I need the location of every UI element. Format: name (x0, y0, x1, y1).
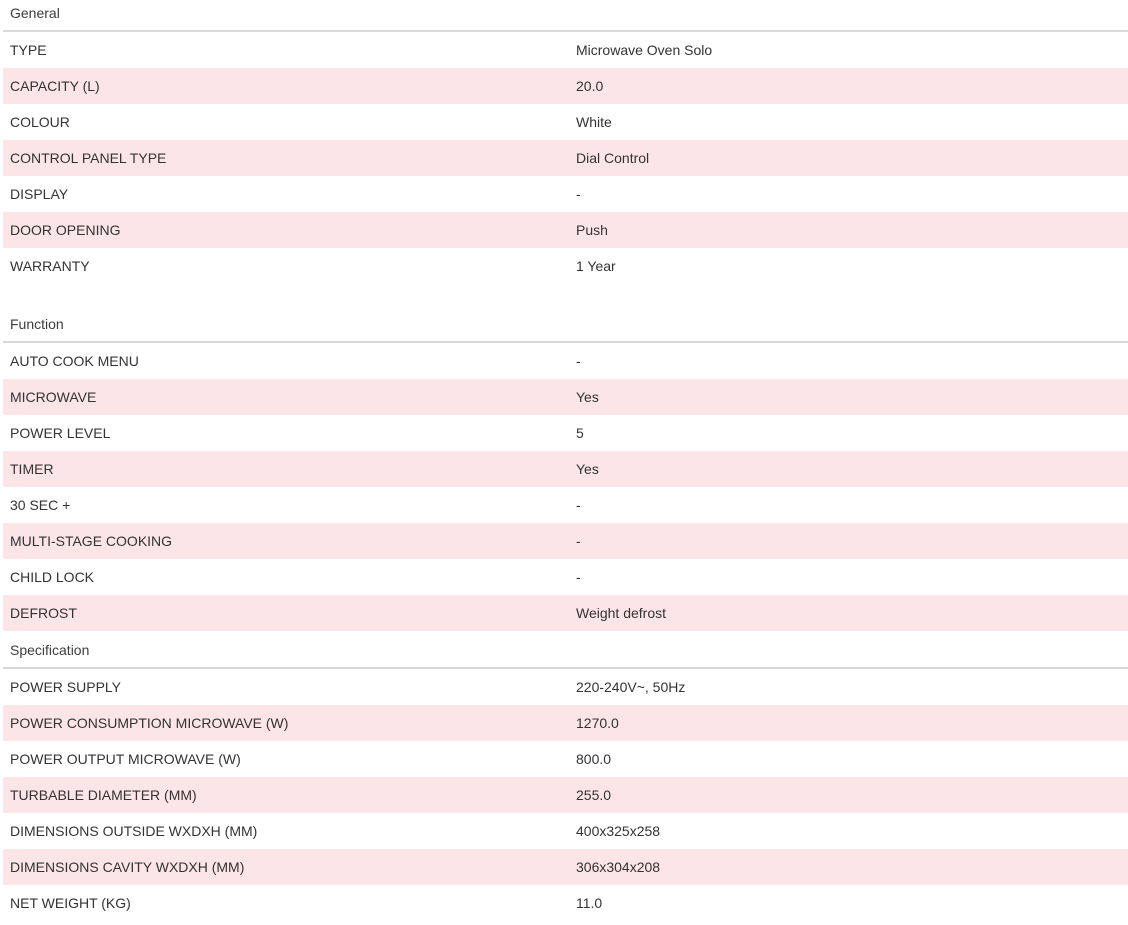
spec-row (3, 559, 1128, 595)
spec-row (3, 343, 1128, 379)
spec-value: - (576, 569, 581, 585)
spec-label: 30 SEC + (10, 497, 71, 513)
spec-label: WARRANTY (10, 258, 90, 274)
spec-row (3, 885, 1128, 921)
spec-value: White (576, 114, 612, 130)
spec-label: POWER LEVEL (10, 425, 111, 441)
section-title: Specification (10, 642, 90, 658)
section-rows (3, 343, 1128, 631)
spec-label: MULTI-STAGE COOKING (10, 533, 173, 549)
spec-row (3, 741, 1128, 777)
spec-row (3, 104, 1128, 140)
spec-label: POWER SUPPLY (10, 679, 121, 695)
spec-label: POWER CONSUMPTION MICROWAVE (W) (10, 715, 289, 731)
spec-value: Yes (576, 389, 599, 405)
spec-row (3, 176, 1128, 212)
section-title: Function (10, 316, 64, 332)
spec-value: 20.0 (576, 78, 604, 94)
section-title: General (10, 5, 60, 21)
spec-value: - (576, 533, 581, 549)
spec-value: 255.0 (576, 787, 612, 803)
spec-value: 11.0 (576, 895, 603, 911)
spec-row (3, 849, 1128, 885)
spec-row (3, 68, 1128, 104)
spec-value: 400x325x258 (576, 823, 661, 839)
spec-label: AUTO COOK MENU (10, 353, 139, 369)
spec-label: TIMER (10, 461, 54, 477)
spec-label: CONTROL PANEL TYPE (10, 150, 167, 166)
spec-row (3, 415, 1128, 451)
section-rows (3, 669, 1128, 921)
spec-value: Microwave Oven Solo (576, 42, 713, 58)
spec-value: Yes (576, 461, 599, 477)
spec-value: Dial Control (576, 150, 650, 166)
spec-label: TURBABLE DIAMETER (MM) (10, 787, 197, 803)
spec-value: 1 Year (576, 258, 616, 274)
spec-label: COLOUR (10, 114, 70, 130)
spec-label: DISPLAY (10, 186, 69, 202)
spec-value: - (576, 186, 581, 202)
spec-label: TYPE (10, 42, 47, 58)
spec-value: - (576, 497, 581, 513)
spec-row (3, 813, 1128, 849)
spec-label: DIMENSIONS CAVITY WXDXH (MM) (10, 859, 245, 875)
spec-label: DIMENSIONS OUTSIDE WXDXH (MM) (10, 823, 258, 839)
spec-row (3, 140, 1128, 176)
spec-section (3, 3, 1128, 284)
spec-label: DEFROST (10, 605, 77, 621)
spec-row (3, 32, 1128, 68)
spec-row (3, 451, 1128, 487)
spec-row (3, 248, 1128, 284)
spec-row (3, 523, 1128, 559)
spec-row (3, 705, 1128, 741)
spec-row (3, 595, 1128, 631)
spec-value: 306x304x208 (576, 859, 661, 875)
spec-value: Push (576, 222, 608, 238)
spec-table (3, 3, 1128, 921)
spec-row (3, 487, 1128, 523)
spec-value: 1270.0 (576, 715, 619, 731)
spec-label: CAPACITY (L) (10, 78, 100, 94)
spec-row (3, 379, 1128, 415)
section-rows (3, 32, 1128, 284)
spec-value: 800.0 (576, 751, 612, 767)
spec-row (3, 669, 1128, 705)
spec-label: MICROWAVE (10, 389, 97, 405)
spec-row (3, 212, 1128, 248)
spec-label: POWER OUTPUT MICROWAVE (W) (10, 751, 241, 767)
spec-row (3, 777, 1128, 813)
spec-value: - (576, 353, 581, 369)
spec-section (3, 640, 1128, 921)
spec-value: Weight defrost (576, 605, 667, 621)
spec-value: 220-240V~, 50Hz (576, 679, 686, 695)
spec-label: DOOR OPENING (10, 222, 121, 238)
spec-section (3, 314, 1128, 631)
spec-label: CHILD LOCK (10, 569, 95, 585)
spec-value: 5 (576, 425, 584, 441)
spec-label: NET WEIGHT (KG) (10, 895, 131, 911)
